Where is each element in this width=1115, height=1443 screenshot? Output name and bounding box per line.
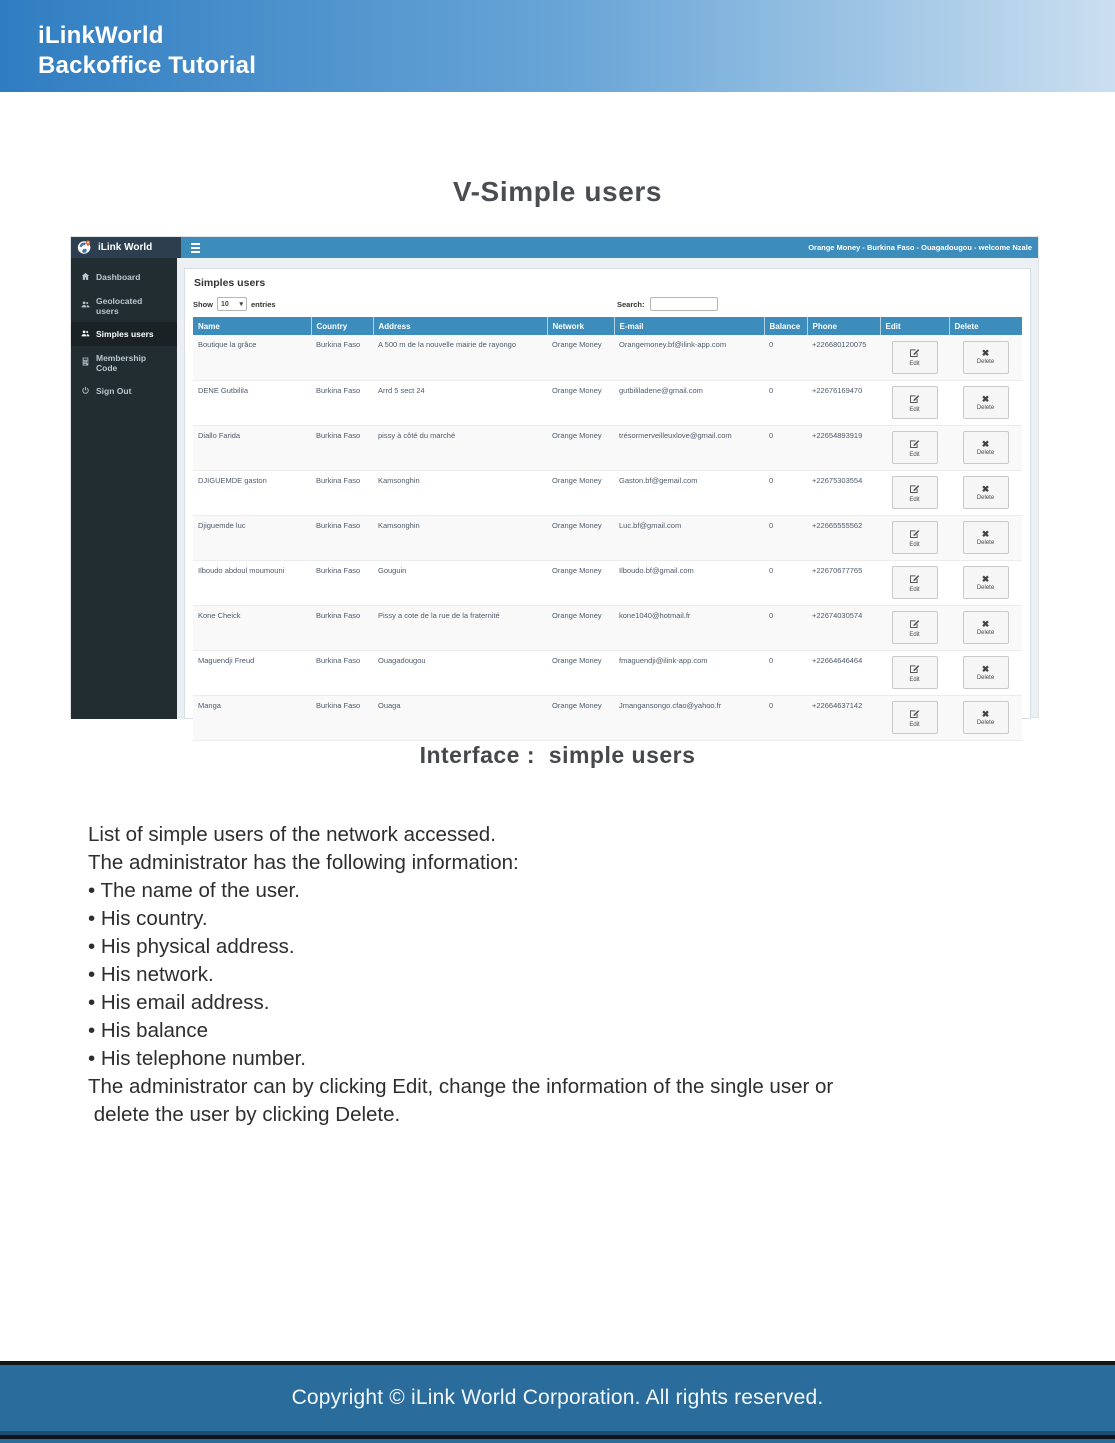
cell-delete — [949, 695, 1022, 740]
simple-users-panel — [184, 268, 1031, 728]
sidebar-item-label: Simples users — [96, 329, 154, 339]
column-header-name[interactable]: Name — [193, 317, 311, 335]
body-text-line: delete the user by clicking Delete. — [88, 1103, 401, 1126]
cell-country: Burkina Faso — [311, 605, 373, 650]
column-header-address[interactable]: Address — [373, 317, 547, 335]
edit-icon — [909, 708, 920, 721]
column-header-phone[interactable]: Phone — [807, 317, 880, 335]
delete-button[interactable] — [963, 341, 1009, 374]
edit-button-label: Edit — [909, 406, 920, 413]
cell-name: Kone Cheick — [193, 605, 311, 650]
cell-phone: +22675303554 — [807, 470, 880, 515]
edit-button[interactable] — [892, 476, 938, 509]
cell-network: Orange Money — [547, 650, 614, 695]
cell-address: pissy à côté du marché — [373, 425, 547, 470]
cell-email: fmaguendji@ilink-app.com — [614, 650, 764, 695]
sidebar-item-label: Dashboard — [96, 272, 141, 282]
cell-edit — [880, 695, 949, 740]
search-label: Search: — [617, 299, 645, 309]
cell-name: DJIGUEMDE gaston — [193, 470, 311, 515]
menu-toggle-icon[interactable] — [191, 243, 200, 253]
sidebar-item-label: Membership Code — [96, 352, 147, 373]
simple-users-table — [193, 317, 1022, 741]
cell-network: Orange Money — [547, 380, 614, 425]
delete-x-icon: ✖ — [981, 708, 990, 719]
cell-country: Burkina Faso — [311, 380, 373, 425]
users-icon — [81, 329, 90, 340]
cell-balance: 0 — [764, 470, 807, 515]
tutorial-header-banner — [0, 0, 1115, 92]
cell-delete — [949, 605, 1022, 650]
globe-pin-logo-icon — [77, 240, 92, 255]
cell-address: Kamsonghin — [373, 470, 547, 515]
cell-phone: +226680120075 — [807, 335, 880, 380]
delete-button-label: Delete — [976, 449, 995, 456]
delete-button-label: Delete — [976, 584, 995, 591]
table-header-row — [193, 317, 1022, 335]
delete-button[interactable] — [963, 701, 1009, 734]
edit-button-label: Edit — [909, 496, 920, 503]
delete-button-label: Delete — [976, 494, 995, 501]
cell-email: gutbililadene@gmail.com — [614, 380, 764, 425]
cell-name: Manga — [193, 695, 311, 740]
delete-button-label: Delete — [976, 359, 995, 366]
app-content — [177, 258, 1038, 728]
delete-button-label: Delete — [976, 404, 995, 411]
calculator-icon — [81, 357, 90, 368]
cell-country: Burkina Faso — [311, 650, 373, 695]
edit-icon — [909, 393, 920, 406]
cell-name: Djiguemde luc — [193, 515, 311, 560]
cell-address: A 500 m de la nouvelle mairie de rayongo — [373, 335, 547, 380]
edit-button-label: Edit — [909, 361, 920, 368]
cell-balance: 0 — [764, 560, 807, 605]
cell-address: Arrd 5 sect 24 — [373, 380, 547, 425]
table-row — [193, 380, 1022, 425]
tutorial-brand-line2: Backoffice Tutorial — [38, 52, 257, 79]
cell-country: Burkina Faso — [311, 335, 373, 380]
delete-button-label: Delete — [976, 674, 995, 681]
body-text-line: • His telephone number. — [88, 1047, 307, 1070]
cell-address: Ouaga — [373, 695, 547, 740]
edit-icon — [909, 528, 920, 541]
edit-button-label: Edit — [909, 721, 920, 728]
cell-name: Ilboudo abdoul moumouni — [193, 560, 311, 605]
show-label: Show — [193, 299, 213, 309]
edit-icon — [909, 483, 920, 496]
body-text-line: The administrator has the following information: — [88, 851, 519, 874]
delete-button-label: Delete — [976, 629, 995, 636]
cell-name: DENE Gutbilila — [193, 380, 311, 425]
cell-email: Orangemoney.bf@ilink-app.com — [614, 335, 764, 380]
edit-button-label: Edit — [909, 631, 920, 638]
sidebar-item-simples-users[interactable] — [71, 322, 177, 346]
cell-email: kone1040@hotmail.fr — [614, 605, 764, 650]
app-topbar — [181, 237, 1038, 258]
delete-x-icon: ✖ — [981, 483, 990, 494]
cell-phone: +22676169470 — [807, 380, 880, 425]
cell-delete — [949, 425, 1022, 470]
edit-button[interactable] — [892, 701, 938, 734]
cell-delete — [949, 335, 1022, 380]
cell-email: trésormerveilleuxlove@gmail.com — [614, 425, 764, 470]
cell-phone: +22674030574 — [807, 605, 880, 650]
body-text-line: List of simple users of the network accessed. — [88, 823, 496, 846]
cell-balance: 0 — [764, 515, 807, 560]
cell-address: Pissy a cote de la rue de la fraternité — [373, 605, 547, 650]
delete-button[interactable] — [963, 566, 1009, 599]
cell-network: Orange Money — [547, 335, 614, 380]
sidebar-item-sign-out[interactable] — [71, 379, 177, 403]
chevron-down-icon: ▾ — [239, 301, 243, 308]
cell-country: Burkina Faso — [311, 425, 373, 470]
cell-delete — [949, 560, 1022, 605]
footer-strip — [0, 1431, 1115, 1439]
footer-copyright: Copyright © iLink World Corporation. All rights reserved. — [291, 1386, 824, 1409]
delete-button[interactable] — [963, 656, 1009, 689]
cell-edit — [880, 650, 949, 695]
app-logo[interactable] — [71, 237, 181, 258]
navbar-welcome-text: Orange Money - Burkina Faso - Ouagadougou - welcome Nzale — [808, 243, 1032, 252]
delete-button-label: Delete — [976, 719, 995, 726]
cell-balance: 0 — [764, 380, 807, 425]
body-text-line: • The name of the user. — [88, 879, 300, 902]
delete-button[interactable] — [963, 521, 1009, 554]
body-text-line: The administrator can by clicking Edit, change the information of the single user or — [88, 1075, 834, 1098]
cell-phone: +22670677765 — [807, 560, 880, 605]
table-row — [193, 560, 1022, 605]
edit-button-label: Edit — [909, 586, 920, 593]
column-header-country[interactable]: Country — [311, 317, 373, 335]
cell-network: Orange Money — [547, 605, 614, 650]
cell-edit — [880, 560, 949, 605]
page-title: V-Simple users — [452, 176, 663, 207]
column-header-e-mail[interactable]: E-mail — [614, 317, 764, 335]
users-icon — [81, 300, 90, 311]
cell-country: Burkina Faso — [311, 470, 373, 515]
edit-button-label: Edit — [909, 451, 920, 458]
cell-address: Kamsonghin — [373, 515, 547, 560]
cell-delete — [949, 650, 1022, 695]
sidebar-item-dashboard[interactable] — [71, 265, 177, 289]
cell-country: Burkina Faso — [311, 560, 373, 605]
table-body — [193, 335, 1022, 740]
cell-delete — [949, 470, 1022, 515]
table-row — [193, 470, 1022, 515]
edit-button[interactable] — [892, 566, 938, 599]
column-header-edit[interactable]: Edit — [880, 317, 949, 335]
cell-address: Gouguin — [373, 560, 547, 605]
body-text — [88, 821, 833, 1129]
cell-edit — [880, 515, 949, 560]
body-text-line: • His country. — [88, 907, 208, 930]
cell-edit — [880, 425, 949, 470]
edit-icon — [909, 618, 920, 631]
delete-x-icon: ✖ — [981, 438, 990, 449]
cell-edit — [880, 605, 949, 650]
edit-button[interactable] — [892, 611, 938, 644]
table-row — [193, 425, 1022, 470]
edit-icon — [909, 347, 920, 360]
tutorial-brand-line1: iLinkWorld — [38, 22, 164, 49]
table-row — [193, 650, 1022, 695]
body-text-line: • His balance — [88, 1019, 208, 1042]
edit-button[interactable] — [892, 386, 938, 419]
sidebar-item-membership-code[interactable] — [71, 346, 177, 379]
app-brand-text: iLink World — [98, 242, 153, 253]
edit-button[interactable] — [892, 431, 938, 464]
cell-address: Ouagadougou — [373, 650, 547, 695]
column-header-balance[interactable]: Balance — [764, 317, 807, 335]
edit-button-label: Edit — [909, 676, 920, 683]
app-screenshot — [70, 236, 1039, 728]
entries-label: entries — [251, 299, 276, 309]
sidebar-item-label: Sign Out — [96, 386, 132, 396]
cell-delete — [949, 515, 1022, 560]
app-navbar — [71, 237, 1038, 258]
edit-icon — [909, 573, 920, 586]
body-text-line: • His email address. — [88, 991, 270, 1014]
cell-phone: +22664637142 — [807, 695, 880, 740]
edit-button[interactable] — [892, 656, 938, 689]
delete-button[interactable] — [963, 476, 1009, 509]
cell-balance: 0 — [764, 605, 807, 650]
cell-network: Orange Money — [547, 560, 614, 605]
panel-title: Simples users — [194, 277, 266, 289]
sidebar-item-label: Geolocated users — [96, 295, 143, 316]
cell-edit — [880, 380, 949, 425]
edit-icon — [909, 438, 920, 451]
delete-button[interactable] — [963, 386, 1009, 419]
cell-country: Burkina Faso — [311, 695, 373, 740]
cell-edit — [880, 335, 949, 380]
cell-name: Diallo Farida — [193, 425, 311, 470]
table-controls — [193, 297, 1022, 317]
app-sidebar — [71, 258, 177, 719]
edit-button[interactable] — [892, 341, 938, 374]
delete-x-icon: ✖ — [981, 663, 990, 674]
home-icon — [81, 272, 90, 283]
footer-banner — [0, 1361, 1115, 1443]
delete-x-icon: ✖ — [981, 528, 990, 539]
delete-x-icon: ✖ — [981, 618, 990, 629]
edit-button-label: Edit — [909, 541, 920, 548]
delete-x-icon: ✖ — [981, 393, 990, 404]
cell-network: Orange Money — [547, 695, 614, 740]
delete-x-icon: ✖ — [981, 348, 990, 359]
sidebar-item-geolocated-users[interactable] — [71, 289, 177, 322]
cell-phone: +22665555562 — [807, 515, 880, 560]
edit-icon — [909, 663, 920, 676]
power-icon — [81, 386, 90, 397]
table-row — [193, 695, 1022, 740]
cell-name: Maguendji Freud — [193, 650, 311, 695]
cell-delete — [949, 380, 1022, 425]
body-text-line: • His network. — [88, 963, 214, 986]
cell-balance: 0 — [764, 335, 807, 380]
cell-email: Luc.bf@gmail.com — [614, 515, 764, 560]
page-size-value: 10 — [221, 300, 229, 308]
cell-phone: +22654893919 — [807, 425, 880, 470]
figure-caption: Interface : simple users — [419, 742, 696, 768]
cell-email: Jmangansongo.cfao@yahoo.fr — [614, 695, 764, 740]
column-header-network[interactable]: Network — [547, 317, 614, 335]
cell-balance: 0 — [764, 695, 807, 740]
table-row — [193, 335, 1022, 380]
cell-network: Orange Money — [547, 470, 614, 515]
delete-button[interactable] — [963, 431, 1009, 464]
edit-button[interactable] — [892, 521, 938, 554]
table-row — [193, 605, 1022, 650]
table-row — [193, 515, 1022, 560]
cell-phone: +22664646464 — [807, 650, 880, 695]
delete-button[interactable] — [963, 611, 1009, 644]
column-header-delete[interactable]: Delete — [949, 317, 1022, 335]
delete-button-label: Delete — [976, 539, 995, 546]
cell-email: Gaston.bf@gemail.com — [614, 470, 764, 515]
cell-edit — [880, 470, 949, 515]
cell-balance: 0 — [764, 425, 807, 470]
cell-network: Orange Money — [547, 515, 614, 560]
cell-network: Orange Money — [547, 425, 614, 470]
delete-x-icon: ✖ — [981, 573, 990, 584]
page-size-select[interactable] — [217, 297, 247, 311]
body-text-line: • His physical address. — [88, 935, 295, 958]
cell-balance: 0 — [764, 650, 807, 695]
cell-name: Boutique la grâce — [193, 335, 311, 380]
cell-country: Burkina Faso — [311, 515, 373, 560]
cell-email: Ilboudo.bf@gmail.com — [614, 560, 764, 605]
search-input[interactable] — [650, 297, 718, 311]
